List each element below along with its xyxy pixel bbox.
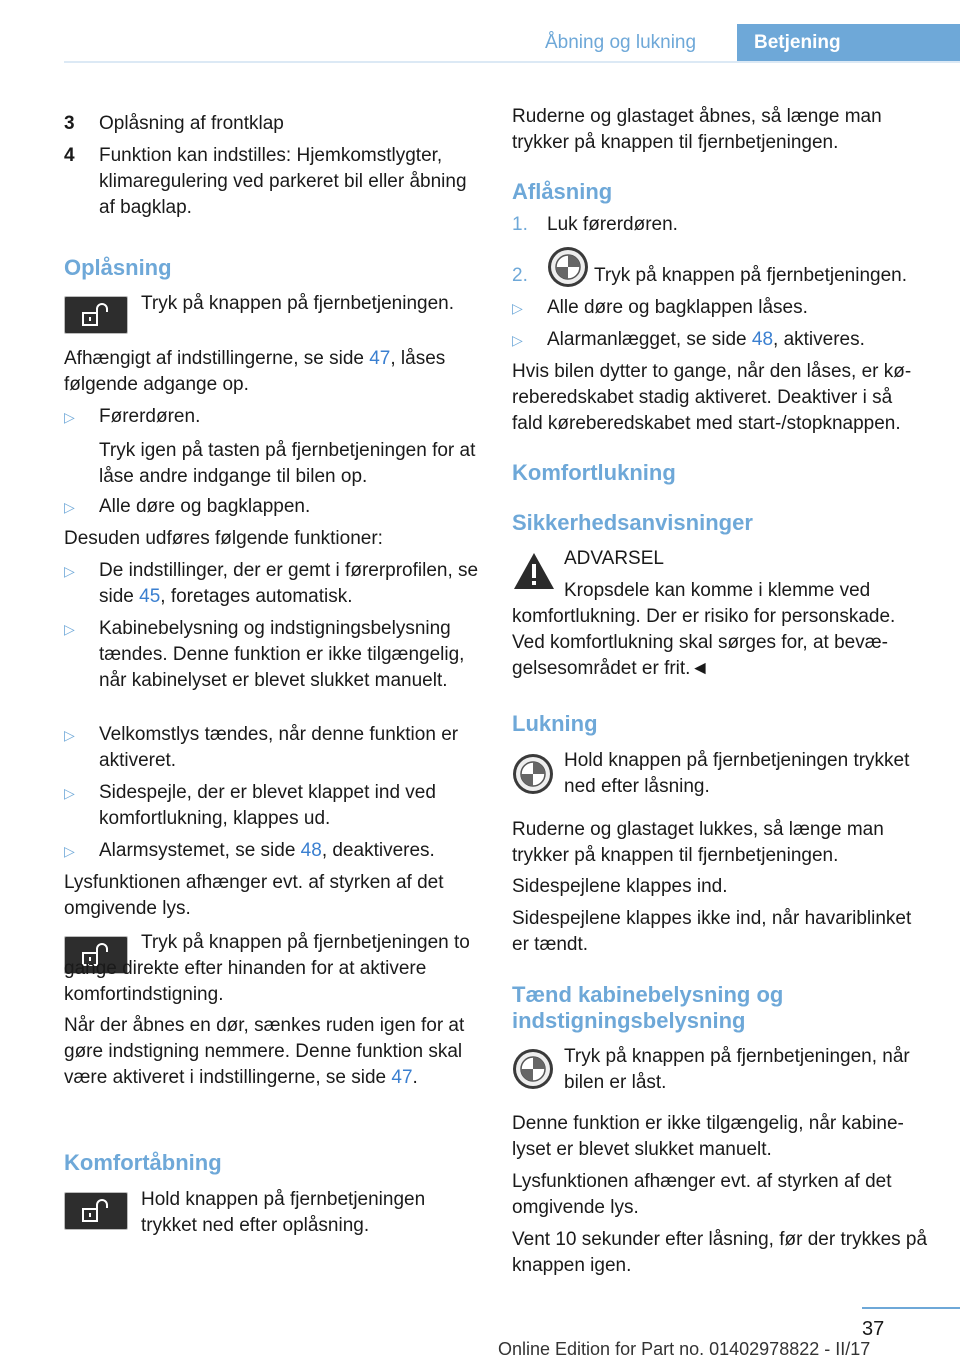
- intro-paragraph: Ruderne og glastaget åbnes, så længe man trykker på knappen til fjernbetjeningen.: [512, 106, 882, 153]
- oplasning-text: Tryk på knappen på fjernbetjeningen.: [141, 293, 455, 314]
- unlock-button-image: [64, 1192, 128, 1230]
- bullet-triangle-icon: ▷: [64, 843, 75, 859]
- bullet-triangle-icon: ▷: [64, 727, 75, 743]
- mirror-paragraph-1: Sidespejlene klappes ind.: [512, 876, 728, 897]
- depends-paragraph: Afhængigt af indstillingerne, se side 47, låses følgende adgange op.: [64, 348, 446, 395]
- bullet-triangle-icon: ▷: [64, 409, 75, 425]
- page-link-45[interactable]: 45: [139, 586, 161, 607]
- footer-rule: [862, 1307, 960, 1309]
- bullet-triangle-icon: ▷: [64, 563, 75, 579]
- komfort-text: Hold knappen på fjernbetjeningen trykket ned efter oplåsning.: [141, 1189, 426, 1236]
- bullet-item: ▷ Velkomstlys tændes, når denne funktion er aktiveret.: [64, 724, 459, 771]
- unlock-icon: [79, 302, 115, 328]
- bullet-triangle-icon: ▷: [512, 332, 523, 348]
- step-1: 1. Luk førerdøren.: [512, 214, 678, 235]
- lukning-text: Hold knappen på fjernbetjeningen trykket ned efter låsning.: [564, 750, 910, 797]
- page-link-47[interactable]: 47: [369, 348, 391, 369]
- section-title: Åbning og lukning: [545, 32, 697, 53]
- heading-komfortabning: Komfortåbning: [64, 1150, 222, 1175]
- bullet-item: ▷ Alle døre og bagklappen låses.: [512, 295, 928, 321]
- bullet-triangle-icon: ▷: [64, 621, 75, 637]
- list-item-4: 4 Funktion kan indstilles: Hjemkomstlygter, klimaregulering ved parkeret bil eller åbning af bagklap.: [64, 145, 467, 218]
- bullet-triangle-icon: ▷: [512, 300, 523, 316]
- header-rule: [64, 61, 960, 63]
- heading-oplasning: Oplåsning: [64, 255, 172, 280]
- heading-komfortlukning: Komfortlukning: [512, 460, 676, 485]
- taend-text: Tryk på knappen på fjernbetjeningen, når bilen er låst.: [564, 1046, 910, 1093]
- twice-text: Tryk på knappen på fjernbetjeningen to gange direkte efter hinanden for at aktivere komfortindstigning.: [64, 932, 470, 1005]
- heading-sikkerhed: Sikkerhedsanvisninger: [512, 510, 753, 535]
- light-paragraph: Lysfunktionen afhænger evt. af styrken af det omgivende lys.: [64, 872, 444, 919]
- page-link-48[interactable]: 48: [751, 329, 774, 350]
- warning-title: ADVARSEL: [564, 548, 664, 569]
- bullet-item: ▷ Alarmanlægget, se side 48, aktiveres.: [512, 327, 928, 353]
- bullet-item: ▷ Førerdøren. Tryk igen på tasten på fjernbetjeningen for at låse andre indgange til bilen op.: [64, 406, 476, 487]
- bmw-key-icon: [512, 1048, 554, 1090]
- wait-paragraph: Vent 10 sekunder efter låsning, før der trykkes på knappen igen.: [512, 1229, 928, 1276]
- bullet-triangle-icon: ▷: [64, 785, 75, 801]
- bmw-key-icon: [547, 246, 589, 288]
- bullet-item: ▷ Alarmsystemet, se side 48, deaktiveres.: [64, 838, 480, 864]
- page-link-48[interactable]: 48: [300, 840, 322, 861]
- mirror-paragraph-2: Sidespejlene klappes ikke ind, når havariblinket er tændt.: [512, 908, 912, 955]
- footer-edition: Online Edition for Part no. 01402978822 - II/17: [498, 1339, 871, 1359]
- heading-aflasning: Aflåsning: [512, 179, 613, 204]
- bullet-item: ▷ Sidespejle, der er blevet klappet ind ved komfortlukning, klappes ud.: [64, 782, 436, 829]
- list-item-3: 3 Oplåsning af frontklap: [64, 113, 284, 134]
- bullet-item: ▷ De indstillinger, der er gemt i førerprofilen, se side 45, foretages automatisk.: [64, 560, 479, 607]
- unlock-button-image: [64, 296, 128, 334]
- page-number: 37: [862, 1318, 885, 1340]
- horn-paragraph: Hvis bilen dytter to gange, når den låses, er køreberedskabet stadig aktiveret. Deaktiver i så fald køreberedskabet med start-/stopknappen.: [512, 361, 912, 434]
- bullet-item: ▷ Alle døre og bagklappen.: [64, 494, 480, 520]
- door-paragraph: Når der åbnes en dør, sænkes ruden igen for at gøre indstigning nemmere. Denne funktion skal være aktiveret i indstillingerne, se side 47.: [64, 1015, 465, 1088]
- unavailable-paragraph: Denne funktion er ikke tilgængelig, når kabinelyset er blevet slukket manuelt.: [512, 1113, 904, 1160]
- also-paragraph: Desuden udføres følgende funktioner:: [64, 528, 383, 549]
- heading-lukning: Lukning: [512, 711, 598, 736]
- heading-taend: Tænd kabinebelysning og indstigningsbelysning: [512, 982, 784, 1033]
- close-paragraph: Ruderne og glastaget lukkes, så længe man trykker på knappen til fjernbetjeningen.: [512, 819, 884, 866]
- bmw-key-icon: [512, 753, 554, 795]
- step-2: 2. Tryk på knappen på fjernbetjeningen.: [512, 263, 928, 289]
- unlock-icon: [79, 1198, 115, 1224]
- page-link-47[interactable]: 47: [391, 1067, 413, 1088]
- chapter-tab[interactable]: Betjening: [737, 24, 960, 61]
- warning-text: Kropsdele kan komme i klemme ved komfortlukning. Der er risiko for personskade. Ved komfortlukning skal sørges for, at bevægelsesområdet er frit.◄: [512, 580, 896, 679]
- bullet-item: ▷ Kabinebelysning og indstigningsbelysning tændes. Denne funktion er ikke tilgængelig, når kabinelyset er blevet slukket manuelt.: [64, 618, 465, 691]
- bullet-triangle-icon: ▷: [64, 499, 75, 515]
- light-paragraph-2: Lysfunktionen afhænger evt. af styrken af det omgivende lys.: [512, 1171, 892, 1218]
